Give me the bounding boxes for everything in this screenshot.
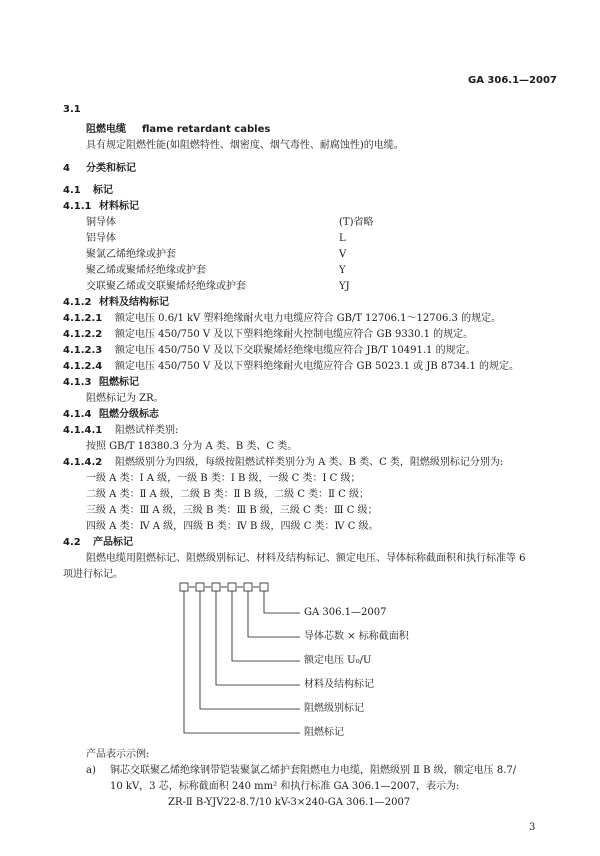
clause-text-continued: 项进行标记。 xyxy=(63,569,123,580)
diagram-label-conductor: 导体芯数 × 标称截面积 xyxy=(304,631,409,642)
clause-title-4-1-2: 材料及结构标记 xyxy=(99,297,169,308)
material-name: 聚乙烯或聚烯烃绝缘或护套 xyxy=(86,265,206,276)
diagram-label-voltage: 额定电压 U₀/U xyxy=(304,655,372,666)
clause-title-4-2: 产品标记 xyxy=(93,537,133,548)
diagram-label-standard: GA 306.1—2007 xyxy=(304,607,387,618)
mark-box xyxy=(244,583,252,591)
clause-number-4-1-4-1: 4.1.4.1 xyxy=(63,425,103,436)
clause-number: 4.1.2.1 xyxy=(63,313,103,324)
clause-number-4-1-1: 4.1.1 xyxy=(63,201,92,212)
leader-line xyxy=(232,591,300,661)
clause-text: 额定电压 450/750 V 及以下塑料绝缘耐火控制电缆应符合 GB 9330.1 的规定。 xyxy=(115,329,474,340)
clause-number: 4.1.2.3 xyxy=(63,345,103,356)
example-heading: 产品表示示例: xyxy=(86,749,150,760)
material-code: (T)省略 xyxy=(339,217,374,228)
material-name: 铝导体 xyxy=(86,233,116,244)
clause-text: 阻燃标记为 ZR。 xyxy=(86,393,164,404)
grade-line: 四级 A 类：Ⅳ A 级，四级 B 类：Ⅳ B 级，四级 C 类：Ⅳ C 级。 xyxy=(86,521,379,532)
material-code: Y xyxy=(339,265,346,276)
page-number: 3 xyxy=(529,822,536,833)
clause-number-4-1-2: 4.1.2 xyxy=(63,297,92,308)
material-name: 聚氯乙烯绝缘或护套 xyxy=(86,249,176,260)
term-definition: 具有规定阻燃性能(如阻燃特性、烟密度、烟气毒性、耐腐蚀性)的电缆。 xyxy=(86,140,404,151)
grade-line: 一级 A 类：Ⅰ A 级，一级 B 类：Ⅰ B 级，一级 C 类：Ⅰ C 级； xyxy=(86,473,361,484)
clause-text: 按照 GB/T 18380.3 分为 A 类、B 类、C 类。 xyxy=(86,441,298,452)
section-number-4: 4 xyxy=(63,163,70,174)
leader-line xyxy=(184,591,300,733)
mark-box xyxy=(228,583,236,591)
mark-box xyxy=(196,583,204,591)
clause-number: 4.1.2.2 xyxy=(63,329,103,340)
diagram-label-grade: 阻燃级别标记 xyxy=(304,703,364,714)
material-code: YJ xyxy=(339,281,350,292)
leader-line xyxy=(264,591,300,613)
clause-text: 额定电压 450/750 V 及以下塑料绝缘耐火电缆应符合 GB 5023.1 或 JB 8734.1 的规定。 xyxy=(115,361,520,372)
example-code: ZR-Ⅱ B-YJV22-8.7/10 kV-3×240-GA 306.1—2007 xyxy=(168,797,411,808)
example-text-continued: 10 kV，3 芯，标称截面积 240 mm² 和执行标准 GA 306.1—2007，表示为: xyxy=(110,781,460,792)
example-marker: a) xyxy=(86,765,96,776)
leader-line xyxy=(200,591,300,709)
material-code: V xyxy=(339,249,347,260)
clause-title-4-1-3: 阻燃标记 xyxy=(99,377,139,388)
clause-text: 阻燃级别分为四级，每级按阻燃试样类别分为 A 类、B 类、C 类，阻燃级别标记分别为: xyxy=(115,457,504,468)
clause-number-4-1: 4.1 xyxy=(63,185,81,196)
clause-number: 4.1.2.4 xyxy=(63,361,103,372)
diagram-label-material: 材料及结构标记 xyxy=(304,679,374,690)
clause-title-4-1-4-1: 阻燃试样类别: xyxy=(115,425,179,436)
material-name: 交联聚乙烯或交联聚烯烃绝缘或护套 xyxy=(86,281,246,292)
example-text: 铜芯交联聚乙烯绝缘钢带铠装聚氯乙烯护套阻燃电力电缆，阻燃级别 Ⅱ B 级，额定电压 8.7/ xyxy=(110,765,517,776)
clause-number-4-1-4: 4.1.4 xyxy=(63,409,92,420)
term-chinese: 阻燃电缆 xyxy=(86,124,126,135)
mark-box xyxy=(212,583,220,591)
clause-text: 额定电压 0.6/1 kV 塑料绝缘耐火电力电缆应符合 GB/T 12706.1～12706.3 的规定。 xyxy=(115,313,502,324)
grade-line: 二级 A 类：Ⅱ A 级，二级 B 类：Ⅱ B 级，二级 C 类：Ⅱ C 级； xyxy=(86,489,369,500)
material-name: 铜导体 xyxy=(86,217,116,228)
clause-number-4-2: 4.2 xyxy=(63,537,81,548)
material-code: L xyxy=(339,233,346,244)
clause-text: 额定电压 450/750 V 及以下交联聚烯烃绝缘电缆应符合 JB/T 10491.1 的规定。 xyxy=(115,345,476,356)
leader-line xyxy=(216,591,300,685)
leader-line xyxy=(248,591,300,637)
clause-text: 阻燃电缆用阻燃标记、阻燃级别标记、材料及结构标记、额定电压、导体标称截面积和执行标准等 6 xyxy=(86,553,526,564)
clause-title-4-1-4: 阻燃分级标志 xyxy=(99,409,159,420)
clause-number-4-1-4-2: 4.1.4.2 xyxy=(63,457,103,468)
mark-box xyxy=(180,583,188,591)
standard-number-header: GA 306.1—2007 xyxy=(468,75,557,86)
clause-number-4-1-3: 4.1.3 xyxy=(63,377,92,388)
grade-line: 三级 A 类：Ⅲ A 级，三级 B 类：Ⅲ B 级，三级 C 类：Ⅲ C 级； xyxy=(86,505,378,516)
clause-title-4-1: 标记 xyxy=(93,185,113,196)
diagram-label-flame: 阻燃标记 xyxy=(304,727,344,738)
mark-box xyxy=(260,583,268,591)
term-english: flame retardant cables xyxy=(142,124,271,135)
clause-title-4-1-1: 材料标记 xyxy=(99,201,139,212)
clause-number-3-1: 3.1 xyxy=(63,104,81,115)
section-title-4: 分类和标记 xyxy=(86,163,136,174)
